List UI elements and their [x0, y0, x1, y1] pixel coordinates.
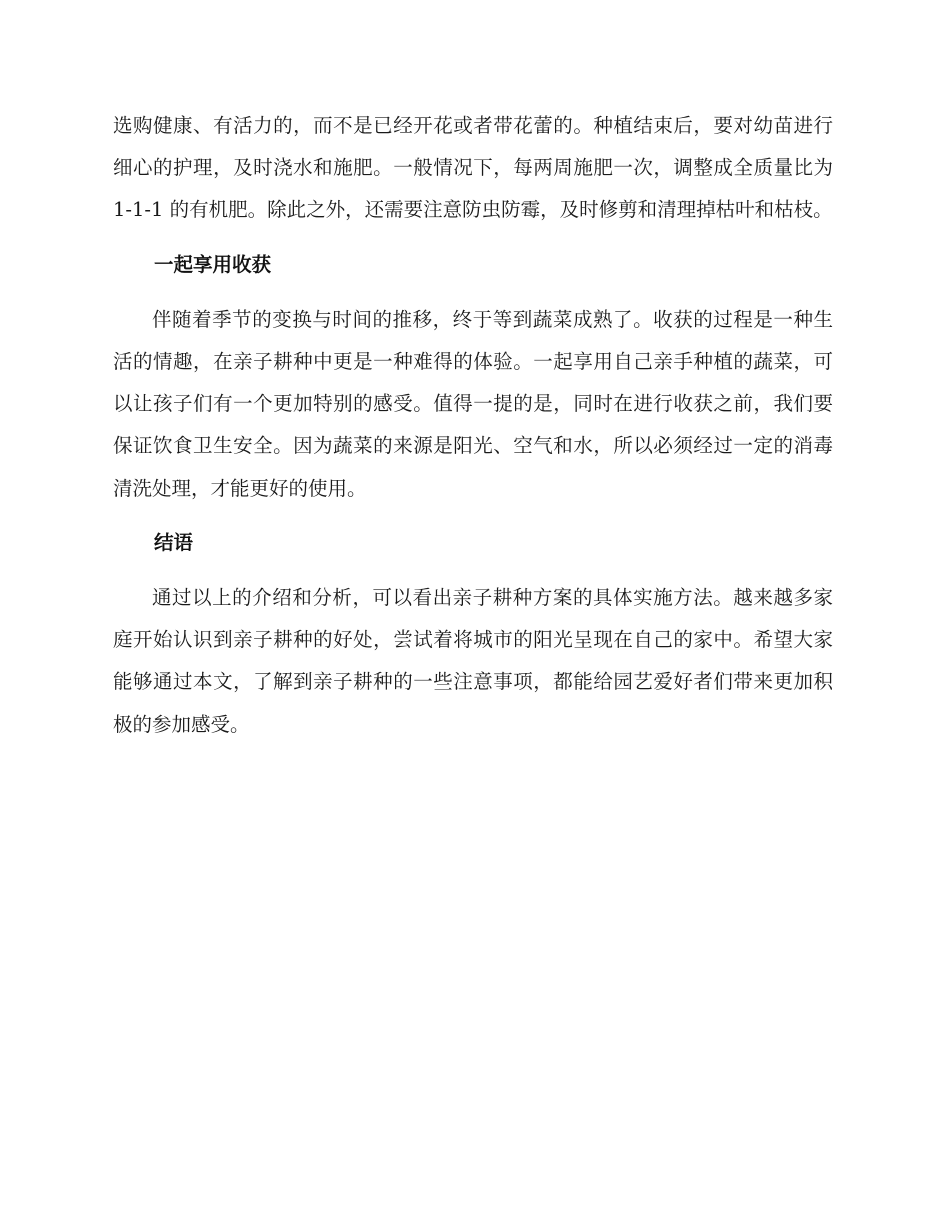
conclusion-paragraph: 通过以上的介绍和分析，可以看出亲子耕种方案的具体实施方法。越来越多家庭开始认识到亲子耕种的好处，尝试着将城市的阳光呈现在自己的家中。希望大家能够通过本文，了解到亲子耕种的一些注意事项，都能给园艺爱好者们带来更加积极的参加感受。: [113, 586, 833, 736]
section-heading-harvest: 一起享用收获: [154, 252, 272, 276]
intro-paragraph: 选购健康、有活力的，而不是已经开花或者带花蕾的。种植结束后，要对幼苗进行细心的护理，及时浇水和施肥。一般情况下，每两周施肥一次，调整成全质量比为 1-1-1 的有机肥。除此之外，还需要注意防虫防霉，及时修剪和清理掉枯叶和枯枝。: [113, 114, 833, 222]
harvest-paragraph: 伴随着季节的变换与时间的推移，终于等到蔬菜成熟了。收获的过程是一种生活的情趣，在亲子耕种中更是一种难得的体验。一起享用自己亲手种植的蔬菜，可以让孩子们有一个更加特别的感受。值得一提的是，同时在进行收获之前，我们要保证饮食卫生安全。因为蔬菜的来源是阳光、空气和水，所以必须经过一定的消毒清洗处理，才能更好的使用。: [113, 307, 833, 500]
document-page: [113, 105, 833, 746]
section-heading-conclusion: 结语: [154, 530, 194, 554]
